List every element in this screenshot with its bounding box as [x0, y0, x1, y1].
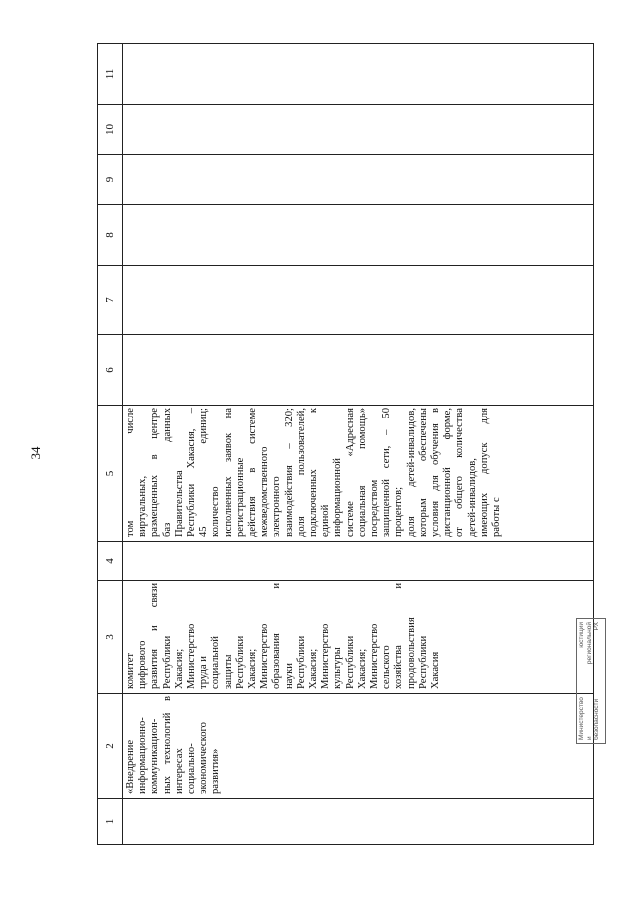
text-line: виртуальных,: [137, 475, 149, 537]
table-header-row: [98, 44, 123, 845]
cell-col-6-text: [123, 335, 125, 405]
text-line: от общего количества: [454, 408, 466, 537]
text-line: Республики Хакасия, –: [186, 408, 198, 537]
text-line: ных технологий в: [161, 696, 173, 794]
cell-col-4: [123, 542, 594, 581]
cell-col-1: [123, 799, 594, 845]
cell-indicators: [123, 406, 594, 542]
text-line: Республики: [161, 635, 173, 689]
text-line: том числе: [125, 408, 136, 537]
text-line: Хакасия;: [173, 648, 185, 689]
text-line: Правительства: [173, 470, 185, 537]
text-line: исполненных заявок на: [222, 408, 234, 537]
text-line: Республики: [344, 635, 356, 689]
text-line: «Внедрение: [125, 739, 136, 794]
text-line: баз данных: [161, 408, 173, 537]
text-line: Республики: [417, 635, 429, 689]
text-line: доля пользователей,: [295, 408, 307, 537]
text-line: социальная помощь»: [356, 408, 368, 537]
text-line: развития и связи: [149, 583, 161, 689]
text-line: количество: [210, 486, 222, 537]
text-line: межведомственного: [259, 446, 271, 537]
text-line: Министерство: [259, 623, 271, 689]
header-col-8: 8: [98, 205, 123, 266]
registration-stamp: [576, 618, 606, 744]
text-line: Министерство юстиции: [578, 622, 585, 740]
cell-col-7: [123, 266, 594, 335]
text-line: информационно-: [137, 717, 149, 794]
program-table-sheet: [97, 55, 594, 845]
text-line: и региональной: [585, 622, 593, 740]
text-line: цифрового: [137, 640, 149, 689]
text-line: 45 единиц;: [198, 408, 210, 537]
text-line: Министерство: [320, 623, 332, 689]
text-line: регистрационные: [234, 457, 246, 537]
text-line: взаимодействия – 320;: [283, 408, 295, 537]
text-line: труда и: [198, 656, 210, 689]
text-line: системе «Адресная: [344, 408, 356, 537]
text-line: процентов;: [393, 486, 405, 537]
text-line: Министерство: [186, 623, 198, 689]
cell-col-10-text: [123, 105, 125, 154]
cell-col-9-text: [123, 155, 125, 204]
text-line: Хакасия: [430, 651, 442, 689]
text-line: работы с: [491, 497, 503, 537]
text-line: условия для обучения в: [430, 408, 442, 537]
cell-col-7-text: [123, 266, 125, 334]
text-line: защищенной сети, – 50: [381, 408, 393, 537]
text-line: развития»: [210, 748, 222, 794]
text-line: которым обеспечены: [417, 408, 429, 537]
header-col-11: 11: [98, 44, 123, 105]
text-line: посредством: [369, 479, 381, 537]
text-line: дистанционной форме,: [442, 408, 454, 537]
text-line: детей-инвалидов,: [466, 458, 478, 537]
text-line: сельского: [381, 645, 393, 689]
text-line: продовольствия: [405, 617, 417, 689]
header-col-9: 9: [98, 155, 123, 205]
program-name-lines: [123, 694, 223, 798]
indicators-lines: [123, 406, 503, 541]
cell-col-4-text: [123, 542, 125, 580]
text-line: единой: [320, 504, 332, 537]
text-line: электронного: [271, 476, 283, 537]
text-line: коммуникацион-: [149, 718, 161, 794]
text-line: Республики: [234, 635, 246, 689]
text-line: подключенных к: [308, 408, 320, 537]
text-line: размещенных в центре: [149, 408, 161, 537]
text-line: социальной: [210, 636, 222, 689]
text-line: экономического: [198, 722, 210, 794]
header-col-4: 4: [98, 542, 123, 581]
page-number: 34: [28, 446, 43, 460]
cell-col-9: [123, 155, 594, 205]
text-line: Республики: [295, 635, 307, 689]
cell-col-6: [123, 335, 594, 406]
text-line: действия в системе: [247, 408, 259, 537]
cell-col-11: [123, 44, 594, 105]
program-table: [97, 43, 594, 845]
text-line: хозяйства и: [393, 583, 405, 689]
header-col-3: 3: [98, 581, 123, 694]
header-col-7: 7: [98, 266, 123, 335]
text-line: Хакасия;: [247, 648, 259, 689]
text-line: безопасности РХ: [593, 622, 600, 740]
text-line: информационной: [332, 458, 344, 537]
cell-col-11-text: [123, 44, 125, 104]
text-line: имеющих допуск для: [478, 408, 490, 537]
cell-col-1-text: [123, 799, 125, 844]
cell-col-8-text: [123, 205, 125, 265]
text-line: культуры: [332, 647, 344, 689]
header-col-6: 6: [98, 335, 123, 406]
text-line: доля детей-инвалидов,: [405, 408, 417, 537]
text-line: комитет: [125, 652, 136, 689]
header-col-2: 2: [98, 694, 123, 799]
cell-executors: [123, 581, 594, 694]
header-col-1: 1: [98, 799, 123, 845]
text-line: социально-: [186, 743, 198, 794]
table-row: [123, 44, 594, 845]
cell-col-8: [123, 205, 594, 266]
text-line: интересах: [173, 748, 185, 794]
text-line: науки: [283, 663, 295, 689]
cell-col-10: [123, 105, 594, 155]
header-col-5: 5: [98, 406, 123, 542]
text-line: образования и: [271, 583, 283, 689]
text-line: Министерство: [369, 623, 381, 689]
cell-program-name: [123, 694, 594, 799]
text-line: защиты: [222, 654, 234, 689]
text-line: Хакасия;: [356, 648, 368, 689]
header-col-10: 10: [98, 105, 123, 155]
text-line: Хакасия;: [308, 648, 320, 689]
executors-lines: [123, 581, 442, 693]
